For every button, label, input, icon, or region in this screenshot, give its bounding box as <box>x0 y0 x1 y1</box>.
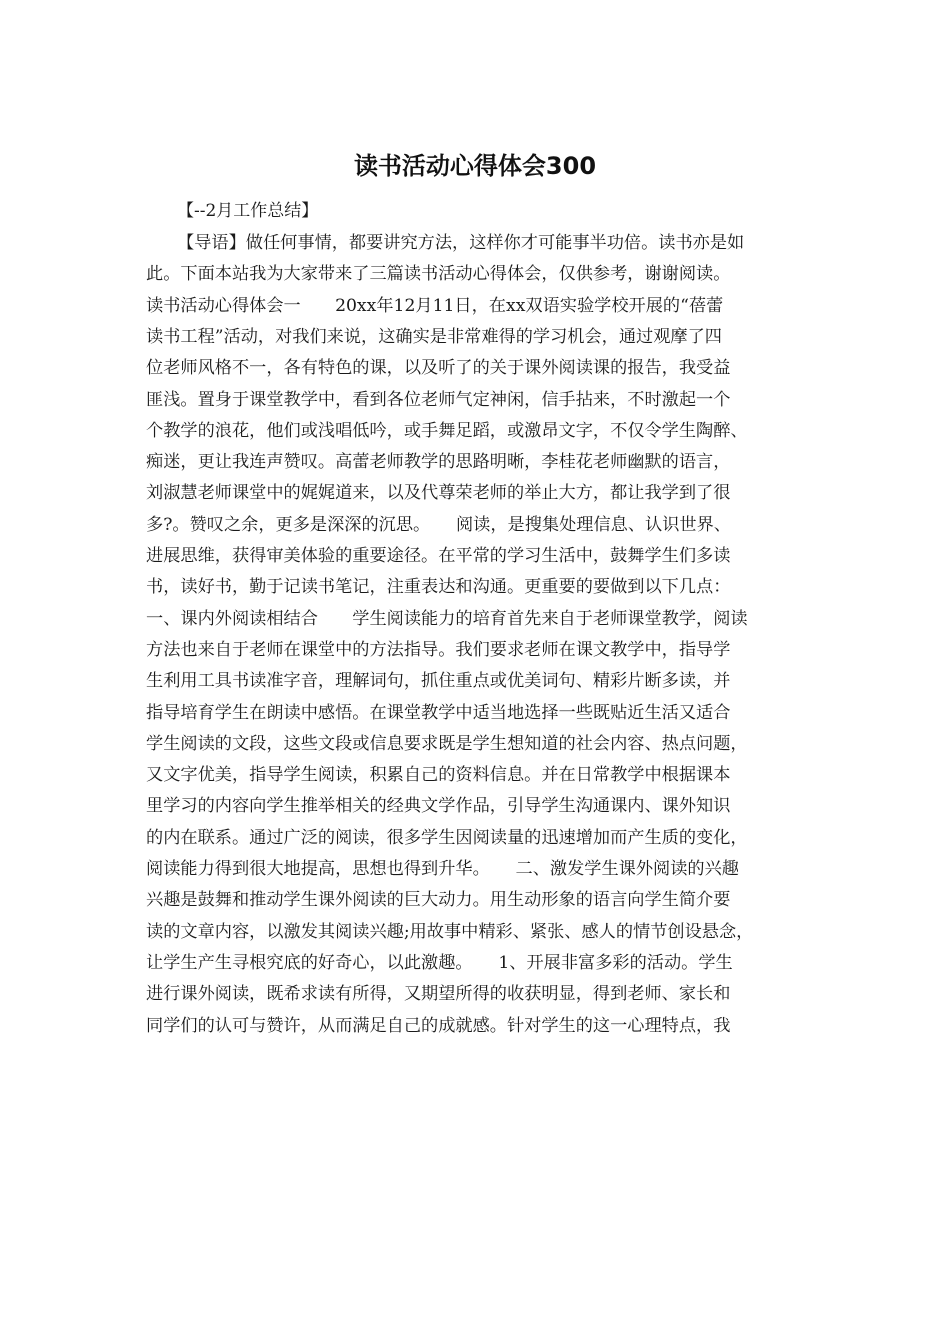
body-line: 刘淑慧老师课堂中的娓娓道来，以及代尊荣老师的举止大方，都让我学到了很 <box>146 483 731 504</box>
body-line: 生利用工具书读准字音，理解词句，抓住重点或优美词句、精彩片断多读，并 <box>146 671 731 692</box>
body-line: 同学们的认可与赞许，从而满足自己的成就感。针对学生的这一心理特点，我 <box>146 1015 731 1036</box>
body-line: 个教学的浪花，他们或浅唱低吟，或手舞足蹈，或激昂文字，不仅令学生陶醉、 <box>146 420 748 441</box>
body-line: 进行课外阅读，既希求读有所得，又期望所得的收获明显，得到老师、家长和 <box>146 984 731 1005</box>
body-line: 一、课内外阅读相结合 学生阅读能力的培育首先来自于老师课堂教学，阅读 <box>146 608 748 629</box>
body-line: 匪浅。置身于课堂教学中，看到各位老师气定神闲，信手拈来，不时激起一个 <box>146 389 731 410</box>
body-line: 指导培育学生在朗读中感悟。在课堂教学中适当地选择一些既贴近生活又适合 <box>146 702 731 723</box>
body-line: 里学习的内容向学生推举相关的经典文学作品，引导学生沟通课内、课外知识 <box>146 796 731 817</box>
document-subtitle: 【--2月工作总结】 <box>177 201 319 221</box>
body-line: 的内在联系。通过广泛的阅读，很多学生因阅读量的迅速增加而产生质的变化， <box>146 827 748 848</box>
body-line: 书，读好书，勤于记读书笔记，注重表达和沟通。更重要的要做到以下几点： <box>146 577 731 598</box>
body-line: 方法也来自于老师在课堂中的方法指导。我们要求老师在课文教学中，指导学 <box>146 639 731 660</box>
body-line: 此。下面本站我为大家带来了三篇读书活动心得体会，仅供参考，谢谢阅读。 <box>146 264 731 285</box>
body-line: 让学生产生寻根究底的好奇心，以此激趣。 1、开展非富多彩的活动。学生 <box>146 952 733 973</box>
body-line: 读的文章内容，以激发其阅读兴趣;用故事中精彩、紧张、感人的情节创设悬念， <box>146 921 754 942</box>
body-line: 阅读能力得到很大地提高，思想也得到升华。 二、激发学生课外阅读的兴趣 <box>146 859 739 879</box>
body-line: 【导语】做任何事情，都要讲究方法，这样你才可能事半功倍。读书亦是如 <box>177 233 745 253</box>
body-line: 读书活动心得体会一 20xx年12月11日，在xx双语实验学校开展的“蓓蕾 <box>146 295 724 316</box>
body-line: 又文字优美，指导学生阅读，积累自己的资料信息。并在日常教学中根据课本 <box>146 765 731 786</box>
body-line: 读书工程”活动，对我们来说，这确实是非常难得的学习机会，通过观摩了四 <box>146 326 722 347</box>
body-line: 学生阅读的文段，这些文段或信息要求既是学生想知道的社会内容、热点问题， <box>146 733 748 754</box>
document-title: 读书活动心得体会300 <box>353 152 597 180</box>
body-line: 多?。赞叹之余，更多是深深的沉思。 阅读，是搜集处理信息、认识世界、 <box>146 514 731 535</box>
body-line: 进展思维，获得审美体验的重要途径。在平常的学习生活中，鼓舞学生们多读 <box>146 546 731 566</box>
body-line: 位老师风格不一，各有特色的课，以及听了的关于课外阅读课的报告，我受益 <box>146 358 731 379</box>
body-line: 痴迷，更让我连声赞叹。高蕾老师教学的思路明晰，李桂花老师幽默的语言， <box>146 452 731 473</box>
body-line: 兴趣是鼓舞和推动学生课外阅读的巨大动力。用生动形象的语言向学生简介要 <box>146 890 731 911</box>
